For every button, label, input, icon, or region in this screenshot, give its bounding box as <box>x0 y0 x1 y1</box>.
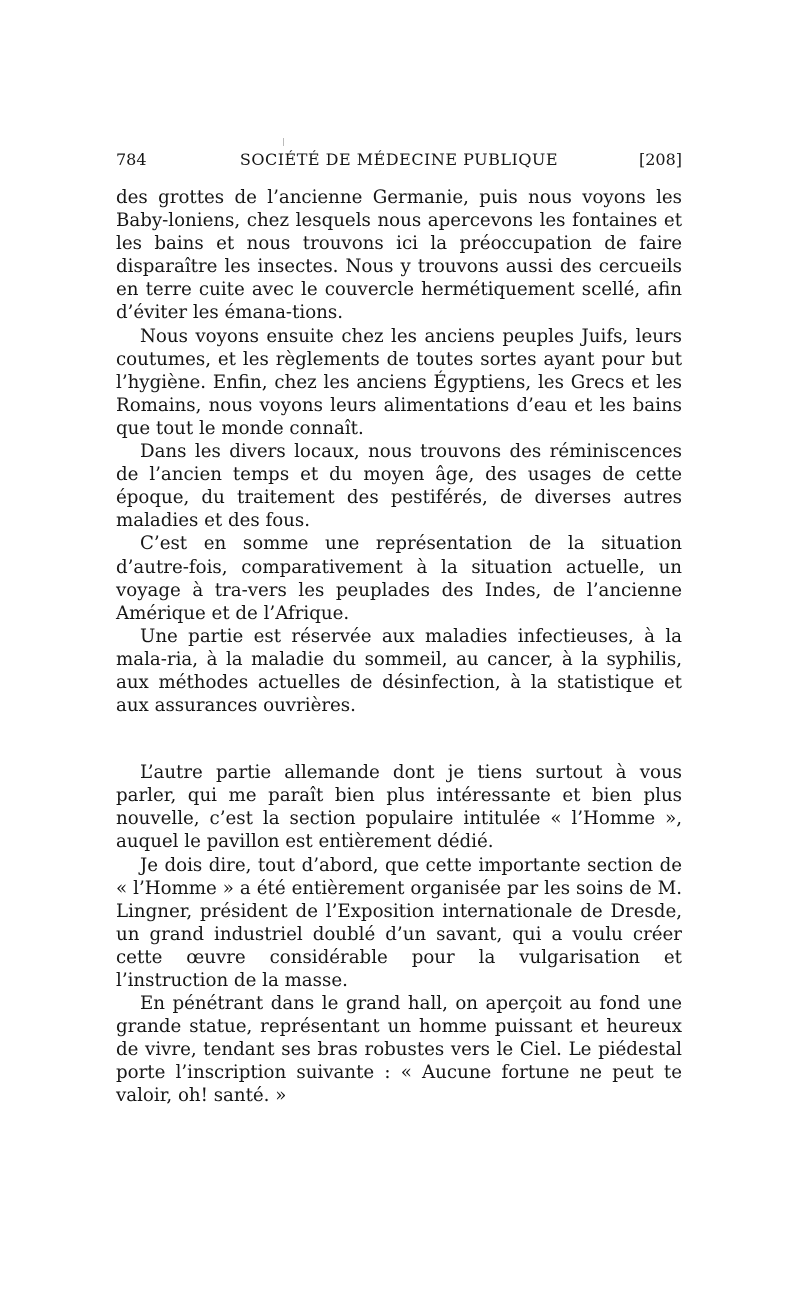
bracket-page-reference: [208] <box>638 150 682 169</box>
running-header <box>116 150 682 178</box>
paragraph: Je dois dire, tout d’abord, que cette importante section de « l’Homme » a été entièrement organisée par les soins de M. Lingner, président de l’Exposition internationale de Dresde, un grand industriel doublé d’un savant, qui a voulu créer cette œuvre considérable pour la vulgarisation et l’instruction de la masse. <box>116 854 682 991</box>
paragraph: Dans les divers locaux, nous trouvons des réminiscences de l’ancien temps et du moyen âge, des usages de cette époque, du traitement des pestiférés, de diverses autres maladies et des fous. <box>116 441 682 532</box>
paragraph: L’autre partie allemande dont je tiens surtout à vous parler, qui me paraît bien plus intéressante et bien plus nouvelle, c’est la section populaire intitulée « l’Homme », auquel le pavillon est entièrement dédié. <box>116 762 682 853</box>
header-mark <box>283 138 284 146</box>
paragraph: Nous voyons ensuite chez les anciens peuples Juifs, leurs coutumes, et les règlements de toutes sortes ayant pour but l’hygiène. Enfin, chez les anciens Égyptiens, les Grecs et les Romains, nous voyons leurs alimentations d’eau et les bains que tout le monde connaît. <box>116 325 682 439</box>
paragraph: C’est en somme une représentation de la situation d’autre-fois, comparativement à la situation actuelle, un voyage à tra-vers les peuplades des Indes, de l’ancienne Amérique et de l’Afrique. <box>116 533 682 624</box>
body-text <box>116 186 682 1108</box>
page-number: 784 <box>116 150 147 169</box>
paragraph: En pénétrant dans le grand hall, on aperçoit au fond une grande statue, représentant un homme puissant et heureux de vivre, tendant ses bras robustes vers le Ciel. Le piédestal porte l’inscription suivante : « Aucune fortune ne peut te valoir, oh! santé. » <box>116 993 682 1107</box>
running-title: SOCIÉTÉ DE MÉDECINE PUBLIQUE <box>239 150 559 169</box>
paragraph: Une partie est réservée aux maladies infectieuses, à la mala-ria, à la maladie du sommeil, au cancer, à la syphilis, aux méthodes actuelles de désinfection, à la statistique et aux assurances ouvrières. <box>116 625 682 717</box>
section-gap <box>116 717 682 761</box>
paragraph-continued: des grottes de l’ancienne Germanie, puis nous voyons les Baby-loniens, chez lesquels nous apercevons les fontaines et les bains et nous trouvons ici la préoccupation de faire disparaître les insectes. Nous y trouvons aussi des cercueils en terre cuite avec le couvercle hermétiquement scellé, afin d’éviter les émana-tions. <box>116 187 682 324</box>
